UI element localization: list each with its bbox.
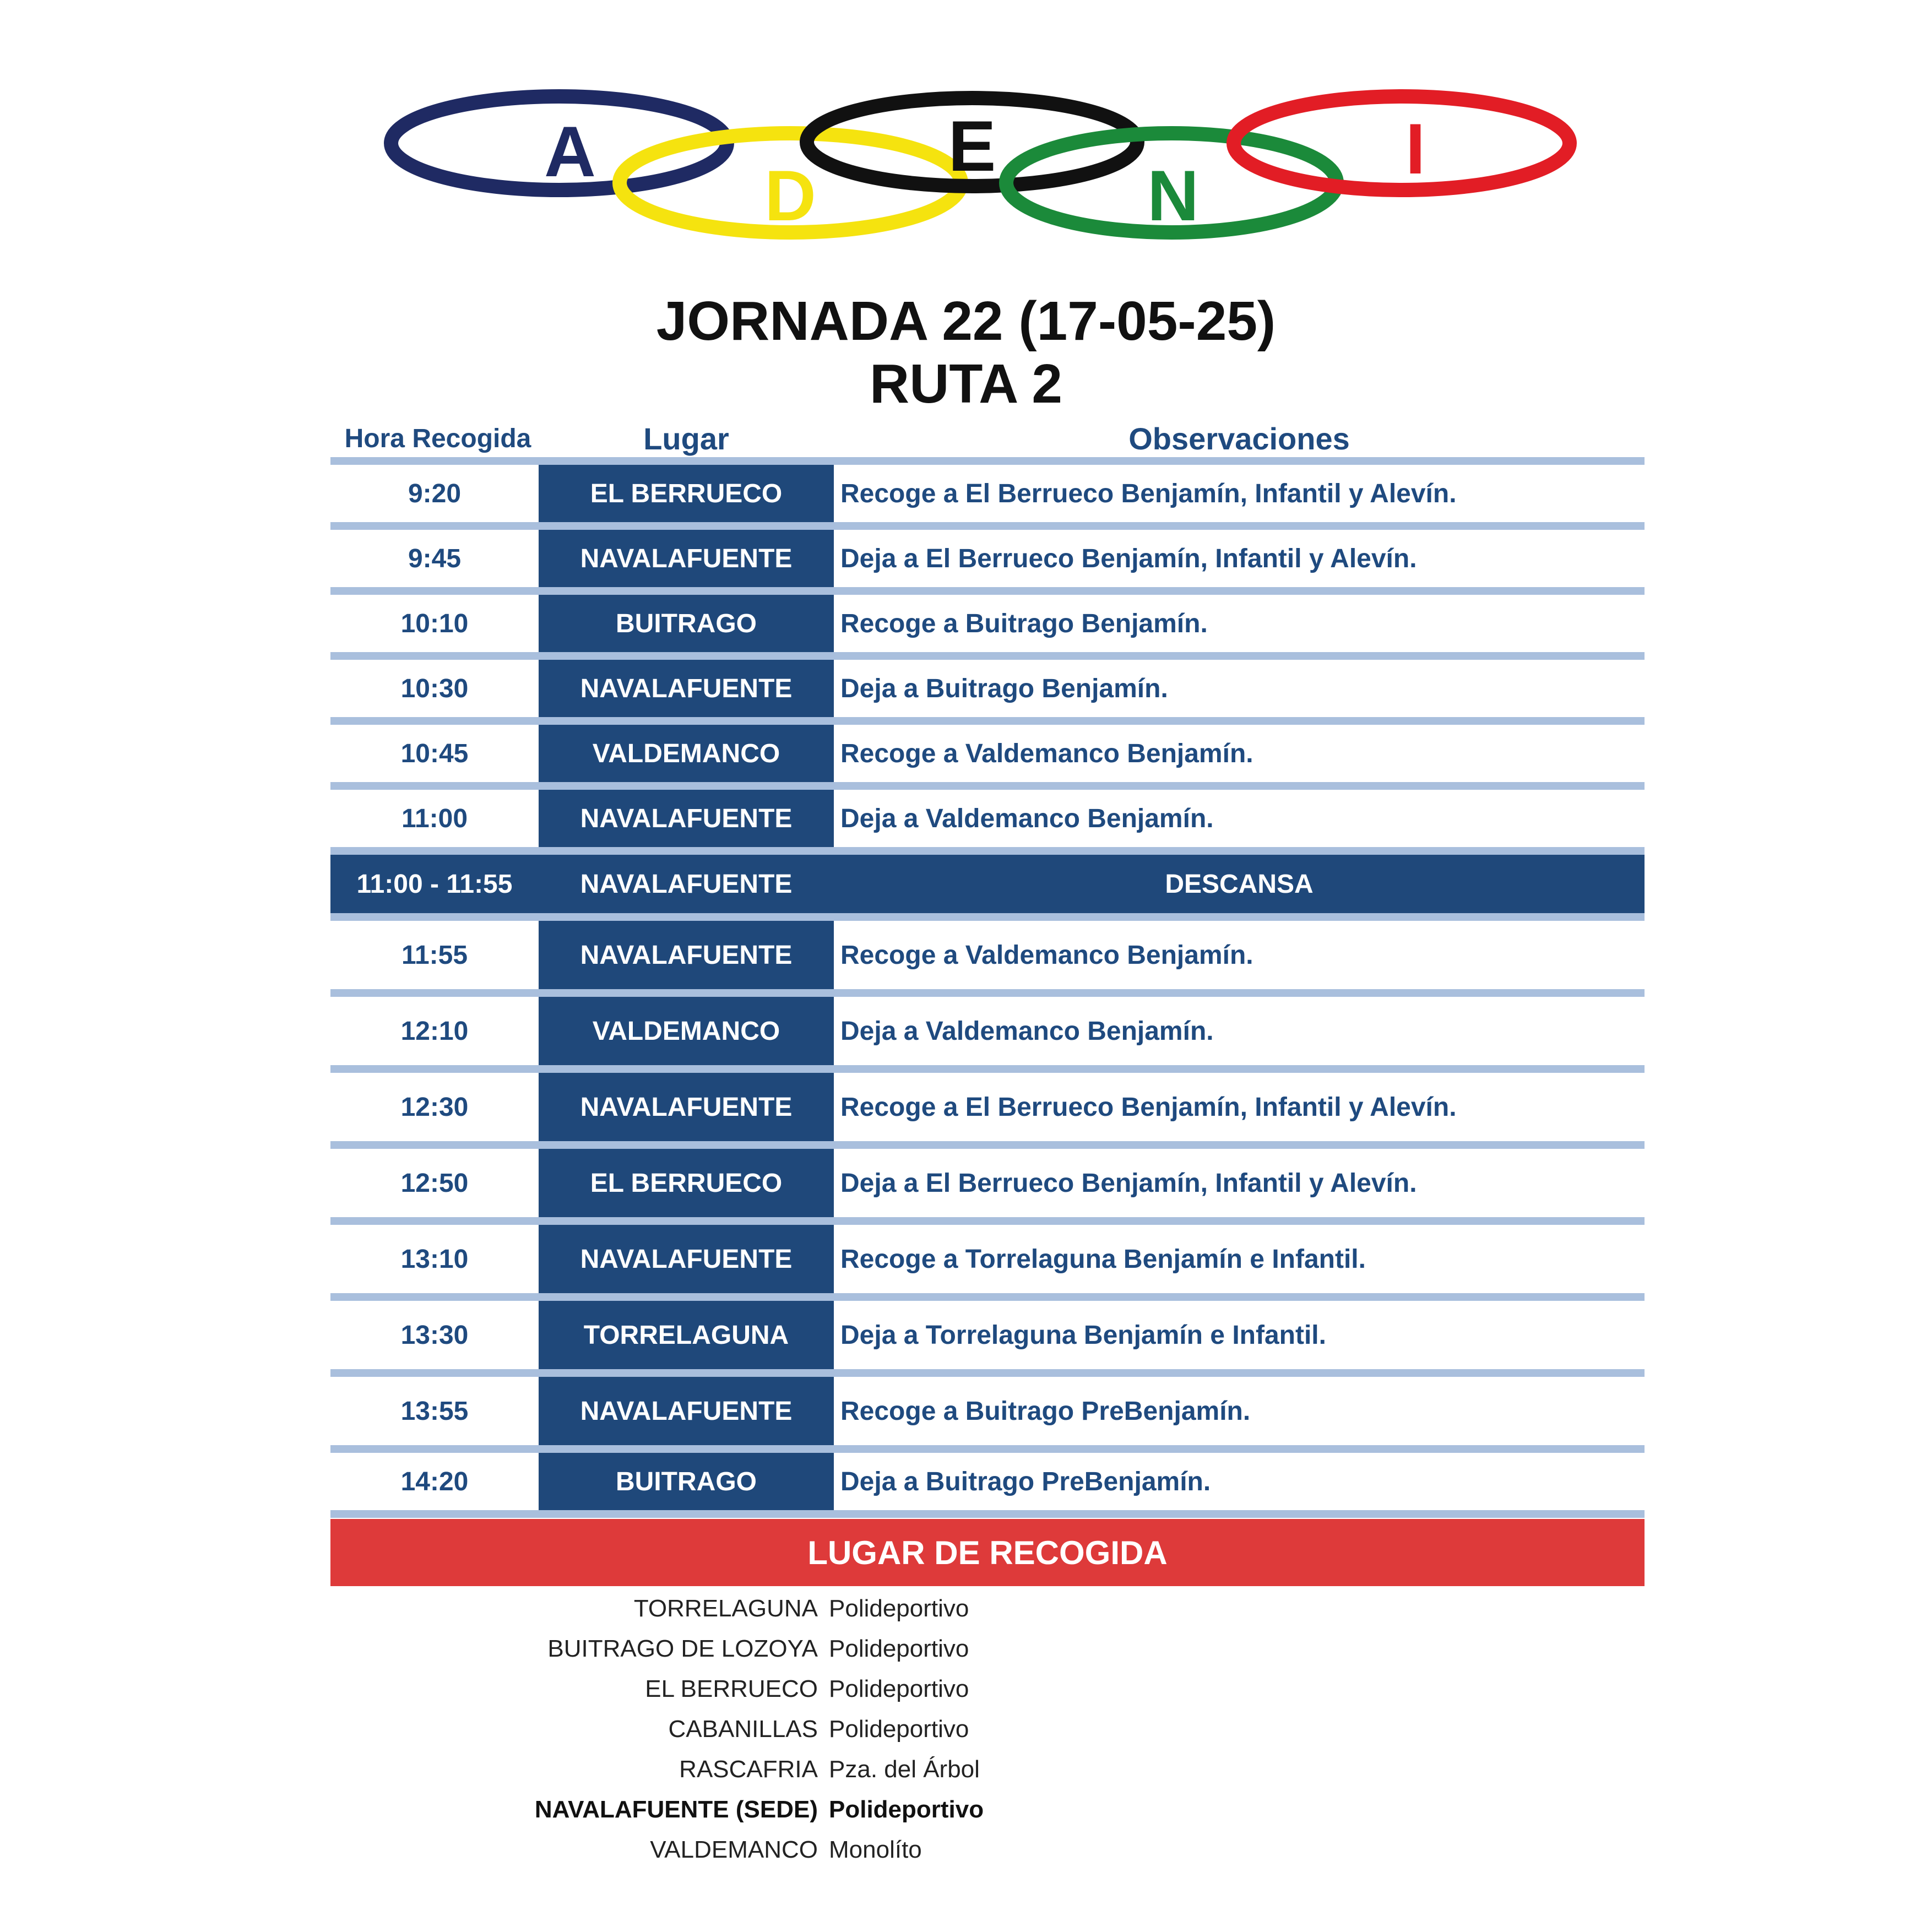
cell-hora: 11:00 <box>401 804 468 833</box>
cell-hora: 10:30 <box>400 674 469 703</box>
row-separator <box>330 1217 1645 1225</box>
logo-letter-i: I <box>1405 108 1426 189</box>
cell-hora: 13:55 <box>400 1396 469 1426</box>
cell-observaciones: Recoge a Torrelaguna Benjamín e Infantil. <box>840 1244 1366 1274</box>
table-row <box>330 465 1645 522</box>
table-row <box>330 1377 1645 1445</box>
header-hora: Hora Recogida <box>344 424 531 453</box>
cell-observaciones: DESCANSA <box>1165 869 1314 899</box>
cell-lugar: NAVALAFUENTE <box>539 921 834 989</box>
pickup-place: Polideportivo <box>829 1594 969 1622</box>
pickup-town: RASCAFRIA <box>679 1755 818 1783</box>
pickup-town: BUITRAGO DE LOZOYA <box>547 1635 818 1662</box>
table-row <box>330 595 1645 652</box>
pickup-place: Monolíto <box>829 1836 922 1863</box>
cell-hora: 10:45 <box>400 739 469 768</box>
pickup-place: Polideportivo <box>829 1635 969 1662</box>
header-lugar: Lugar <box>643 421 729 456</box>
cell-hora: 9:20 <box>408 479 462 508</box>
table-row <box>330 997 1645 1065</box>
row-separator <box>330 1445 1645 1453</box>
cell-observaciones: Deja a Valdemanco Benjamín. <box>840 1016 1214 1046</box>
list-item <box>330 1749 1645 1789</box>
cell-lugar: NAVALAFUENTE <box>539 790 834 847</box>
table-row <box>330 1225 1645 1293</box>
logo-letter-n: N <box>1147 155 1199 236</box>
cell-observaciones: Deja a Buitrago Benjamín. <box>840 674 1168 703</box>
cell-lugar: BUITRAGO <box>539 595 834 652</box>
row-separator <box>330 1293 1645 1301</box>
cell-observaciones: Recoge a El Berrueco Benjamín, Infantil y Alevín. <box>840 1092 1457 1122</box>
cell-hora: 12:10 <box>400 1016 469 1046</box>
cell-lugar: VALDEMANCO <box>539 997 834 1065</box>
table-row <box>330 1301 1645 1369</box>
cell-hora: 9:45 <box>408 544 462 573</box>
cell-observaciones: Deja a Valdemanco Benjamín. <box>840 804 1214 833</box>
row-separator <box>330 717 1645 725</box>
cell-lugar: BUITRAGO <box>539 1453 834 1510</box>
adeni-logo <box>380 83 1608 248</box>
table-row <box>330 1453 1645 1510</box>
cell-hora: 10:10 <box>400 609 469 638</box>
cell-lugar: NAVALAFUENTE <box>539 530 834 587</box>
cell-hora: 12:50 <box>400 1168 469 1198</box>
row-separator <box>330 1369 1645 1377</box>
pickup-place: Pza. del Árbol <box>829 1755 980 1783</box>
cell-observaciones: Deja a Torrelaguna Benjamín e Infantil. <box>840 1320 1326 1350</box>
table-row <box>330 921 1645 989</box>
table-row <box>330 530 1645 587</box>
table-row <box>330 790 1645 847</box>
cell-lugar: NAVALAFUENTE <box>539 1073 834 1141</box>
cell-observaciones: Deja a Buitrago PreBenjamín. <box>840 1467 1211 1496</box>
table-row <box>330 1073 1645 1141</box>
schedule-table <box>330 457 1645 1518</box>
cell-observaciones: Recoge a Valdemanco Benjamín. <box>840 940 1253 970</box>
list-item <box>330 1588 1645 1629</box>
logo-letter-d: D <box>764 155 816 236</box>
pickup-place: Polideportivo <box>829 1715 969 1743</box>
list-item <box>330 1830 1645 1870</box>
pickup-town: VALDEMANCO <box>650 1836 818 1863</box>
pickup-list <box>330 1588 1645 1870</box>
row-separator <box>330 652 1645 660</box>
pickup-place: Polideportivo <box>829 1675 969 1702</box>
pickup-town: TORRELAGUNA <box>633 1594 818 1622</box>
cell-hora: 12:30 <box>400 1092 469 1122</box>
cell-lugar: NAVALAFUENTE <box>539 660 834 717</box>
page-title: JORNADA 22 (17-05-25) <box>656 290 1276 352</box>
table-row <box>330 660 1645 717</box>
row-separator <box>330 457 1645 465</box>
pickup-place: Polideportivo <box>829 1795 984 1823</box>
cell-hora: 13:10 <box>400 1244 469 1274</box>
cell-lugar: EL BERRUECO <box>539 465 834 522</box>
row-separator <box>330 1510 1645 1518</box>
table-row-rest <box>330 855 1645 913</box>
cell-hora: 13:30 <box>400 1320 469 1350</box>
list-item-sede <box>330 1789 1645 1830</box>
pickup-town: CABANILLAS <box>668 1715 818 1743</box>
cell-hora: 11:00 - 11:55 <box>356 869 513 899</box>
cell-hora: 14:20 <box>400 1467 469 1496</box>
logo-letter-a: A <box>544 111 596 192</box>
cell-observaciones: Recoge a Buitrago Benjamín. <box>840 609 1208 638</box>
row-separator <box>330 1141 1645 1149</box>
cell-observaciones: Deja a El Berrueco Benjamín, Infantil y Alevín. <box>840 1168 1417 1198</box>
row-separator <box>330 522 1645 530</box>
cell-observaciones: Recoge a Buitrago PreBenjamín. <box>840 1396 1251 1426</box>
cell-lugar: VALDEMANCO <box>539 725 834 782</box>
list-item <box>330 1629 1645 1669</box>
cell-lugar: NAVALAFUENTE <box>539 1377 834 1445</box>
pickup-town: NAVALAFUENTE (SEDE) <box>534 1795 818 1823</box>
row-separator <box>330 913 1645 921</box>
row-separator <box>330 1065 1645 1073</box>
pickup-banner: LUGAR DE RECOGIDA <box>330 1519 1645 1586</box>
header-observaciones: Observaciones <box>1128 421 1350 456</box>
row-separator <box>330 587 1645 595</box>
list-item <box>330 1669 1645 1709</box>
list-item <box>330 1709 1645 1749</box>
row-separator <box>330 847 1645 855</box>
page-subtitle: RUTA 2 <box>870 353 1062 415</box>
table-row <box>330 1149 1645 1217</box>
cell-lugar: EL BERRUECO <box>539 1149 834 1217</box>
table-row <box>330 725 1645 782</box>
pickup-town: EL BERRUECO <box>645 1675 818 1702</box>
logo-letter-e: E <box>948 106 996 186</box>
row-separator <box>330 989 1645 997</box>
cell-hora: 11:55 <box>401 940 468 970</box>
cell-lugar: NAVALAFUENTE <box>539 1225 834 1293</box>
cell-observaciones: Recoge a El Berrueco Benjamín, Infantil y Alevín. <box>840 479 1457 508</box>
cell-lugar: TORRELAGUNA <box>539 1301 834 1369</box>
cell-observaciones: Deja a El Berrueco Benjamín, Infantil y Alevín. <box>840 544 1417 573</box>
row-separator <box>330 782 1645 790</box>
cell-lugar: NAVALAFUENTE <box>580 869 793 899</box>
cell-observaciones: Recoge a Valdemanco Benjamín. <box>840 739 1253 768</box>
